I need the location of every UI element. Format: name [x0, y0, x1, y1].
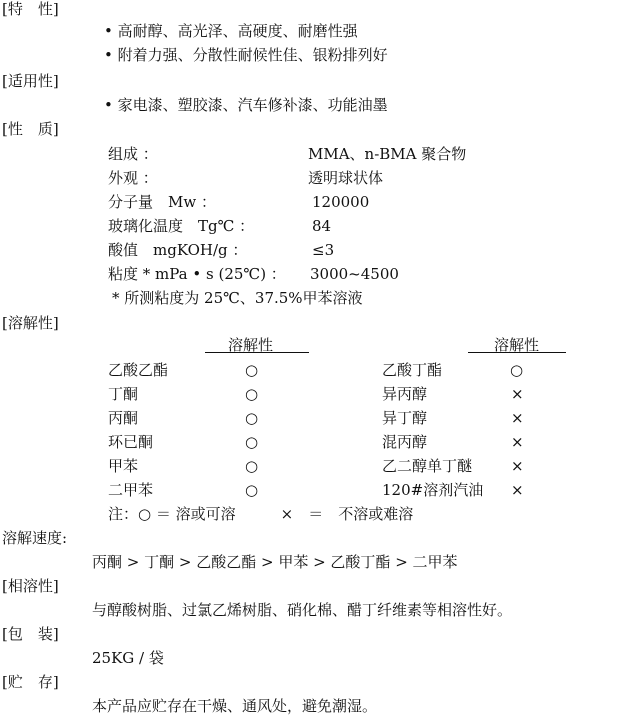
insoluble-mark: × [511, 457, 524, 475]
solvent-name: 丙酮 [108, 409, 139, 427]
storage-text: 本产品应贮存在干燥、通风处，避免潮湿。 [92, 697, 378, 715]
property-label: 分子量 Mw ： [108, 193, 216, 211]
property-label: 组成 ： [108, 145, 158, 163]
properties-heading: [性 质] [2, 120, 59, 138]
solvent-name: 乙二醇单丁醚 [382, 457, 473, 475]
compatibility-text: 与醇酸树脂、过氯乙烯树脂、硝化棉、醋丁纤维素等相溶性好。 [92, 601, 513, 619]
soluble-mark: ○ [245, 361, 259, 379]
packaging-text: 25KG / 袋 [92, 649, 164, 667]
property-note: * 所测粘度为 25℃、37.5%甲苯溶液 [112, 289, 363, 307]
insoluble-mark: × [511, 433, 524, 451]
solvent-name: 乙酸乙酯 [108, 361, 169, 379]
insoluble-mark: × [511, 409, 524, 427]
solvent-name: 环已酮 [108, 433, 154, 451]
solvent-name: 甲苯 [108, 457, 139, 475]
property-value: 84 [312, 217, 332, 235]
dissolution-speed-heading: 溶解速度: [2, 529, 68, 547]
solvent-name: 120#溶剂汽油 [382, 481, 484, 499]
solvent-name: 异丁醇 [382, 409, 428, 427]
property-label: 外观 ： [108, 169, 158, 187]
column-header-underline [468, 352, 566, 353]
property-value: ≤3 [312, 241, 335, 259]
storage-heading: [贮 存] [2, 673, 59, 691]
solubility-column-header: 溶解性 [228, 336, 274, 354]
property-value: 120000 [312, 193, 370, 211]
soluble-mark: ○ [245, 433, 259, 451]
property-value: MMA、n-BMA 聚合物 [308, 145, 467, 163]
solvent-name: 乙酸丁酯 [382, 361, 443, 379]
solubility-heading: [溶解性] [2, 314, 59, 332]
property-label: 粘度 * mPa • s (25℃) ： [108, 265, 286, 283]
insoluble-mark: × [511, 481, 524, 499]
solvent-name: 二甲苯 [108, 481, 154, 499]
feature-item: • 高耐醇、高光泽、高硬度、耐磨性强 [104, 22, 358, 40]
solubility-legend: 注：○ ＝ 溶或可溶 × ＝ 不溶或难溶 [108, 505, 414, 523]
soluble-mark: ○ [510, 361, 524, 379]
soluble-mark: ○ [245, 457, 259, 475]
soluble-mark: ○ [245, 385, 259, 403]
insoluble-mark: × [511, 385, 524, 403]
dissolution-speed-order: 丙酮 > 丁酮 > 乙酸乙酯 > 甲苯 > 乙酸丁酯 > 二甲苯 [92, 553, 458, 571]
compatibility-heading: [相溶性] [2, 577, 59, 595]
solubility-column-header: 溶解性 [494, 336, 540, 354]
soluble-mark: ○ [245, 481, 259, 499]
feature-item: • 附着力强、分散性耐候性佳、银粉排列好 [104, 46, 388, 64]
solvent-name: 异丙醇 [382, 385, 428, 403]
property-value: 透明球状体 [308, 169, 384, 187]
property-label: 酸值 mgKOH/g ： [108, 241, 248, 259]
application-item: • 家电漆、塑胶漆、汽车修补漆、功能油墨 [104, 96, 388, 114]
column-header-underline [205, 352, 309, 353]
applications-heading: [适用性] [2, 72, 59, 90]
property-value: 3000~4500 [310, 265, 399, 283]
solvent-name: 丁酮 [108, 385, 139, 403]
property-label: 玻璃化温度 Tg℃ ： [108, 217, 255, 235]
solvent-name: 混丙醇 [382, 433, 428, 451]
soluble-mark: ○ [245, 409, 259, 427]
packaging-heading: [包 装] [2, 625, 59, 643]
features-heading: [特 性] [2, 0, 59, 18]
